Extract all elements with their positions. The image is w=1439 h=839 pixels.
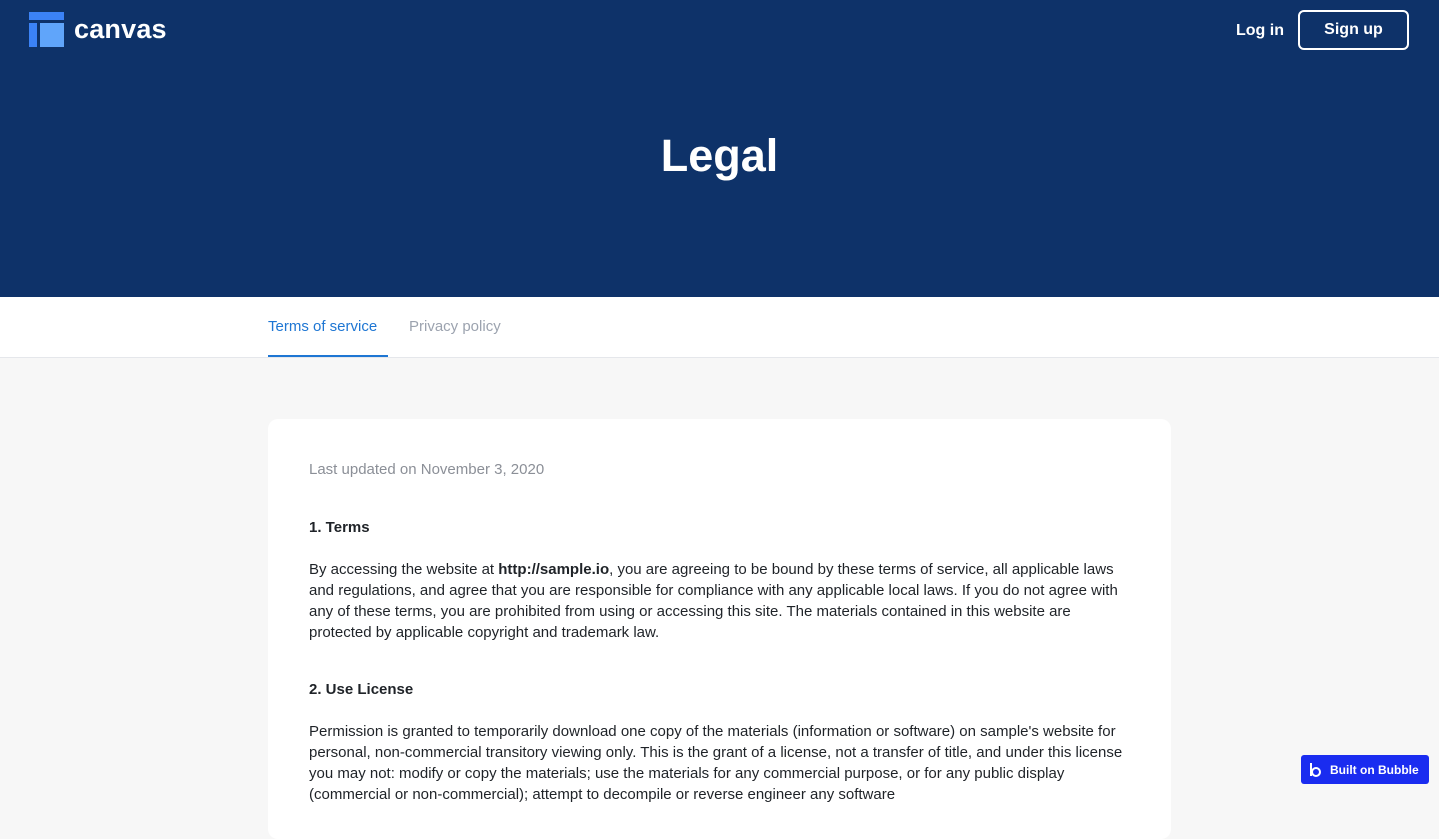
signup-button[interactable]: Sign up [1298,10,1409,50]
logo-text: canvas [74,14,167,44]
tab-privacy-policy[interactable]: Privacy policy [409,318,501,335]
last-updated-text: Last updated on November 3, 2020 [309,461,545,478]
login-link[interactable]: Log in [1236,22,1284,39]
built-on-bubble-badge[interactable] [1301,755,1429,784]
page-title: Legal [660,130,779,181]
content-card [268,419,1171,839]
terms-text-post: , you are agreeing to be bound by these terms of service, all applicable laws and regulations, and agree that you are responsible for compliance with any applicable local laws. If you do not agree with any of these terms, you are prohibited from using or accessing this site. The materials contained in this website are protected by applicable copyright and trademark law. [309,561,1118,641]
section-paragraph-terms [309,559,1134,643]
badge-label: Built on Bubble [1330,762,1419,777]
canvas-logo-icon [29,12,64,47]
bubble-logo-icon [1309,763,1323,777]
sample-site-link[interactable]: http://sample.io [498,561,610,578]
terms-text-pre: By accessing the website at [309,561,499,578]
logo[interactable] [29,12,167,47]
section-title-use-license: 2. Use License [309,681,414,698]
tabs-bar [0,297,1439,358]
hero-header [0,0,1439,297]
section-title-terms: 1. Terms [309,519,370,536]
section-paragraph-use-license: Permission is granted to temporarily download one copy of the materials (information or software) on sample's website for personal, non-commercial transitory viewing only. This is the grant of a license, not a transfer of title, and under this license you may not: modify or copy the materials; use the materials for any commercial purpose, or for any public display (commercial or non-commercial); attempt to decompile or reverse engineer any software [309,723,1123,803]
tab-terms-of-service[interactable]: Terms of service [268,297,388,357]
